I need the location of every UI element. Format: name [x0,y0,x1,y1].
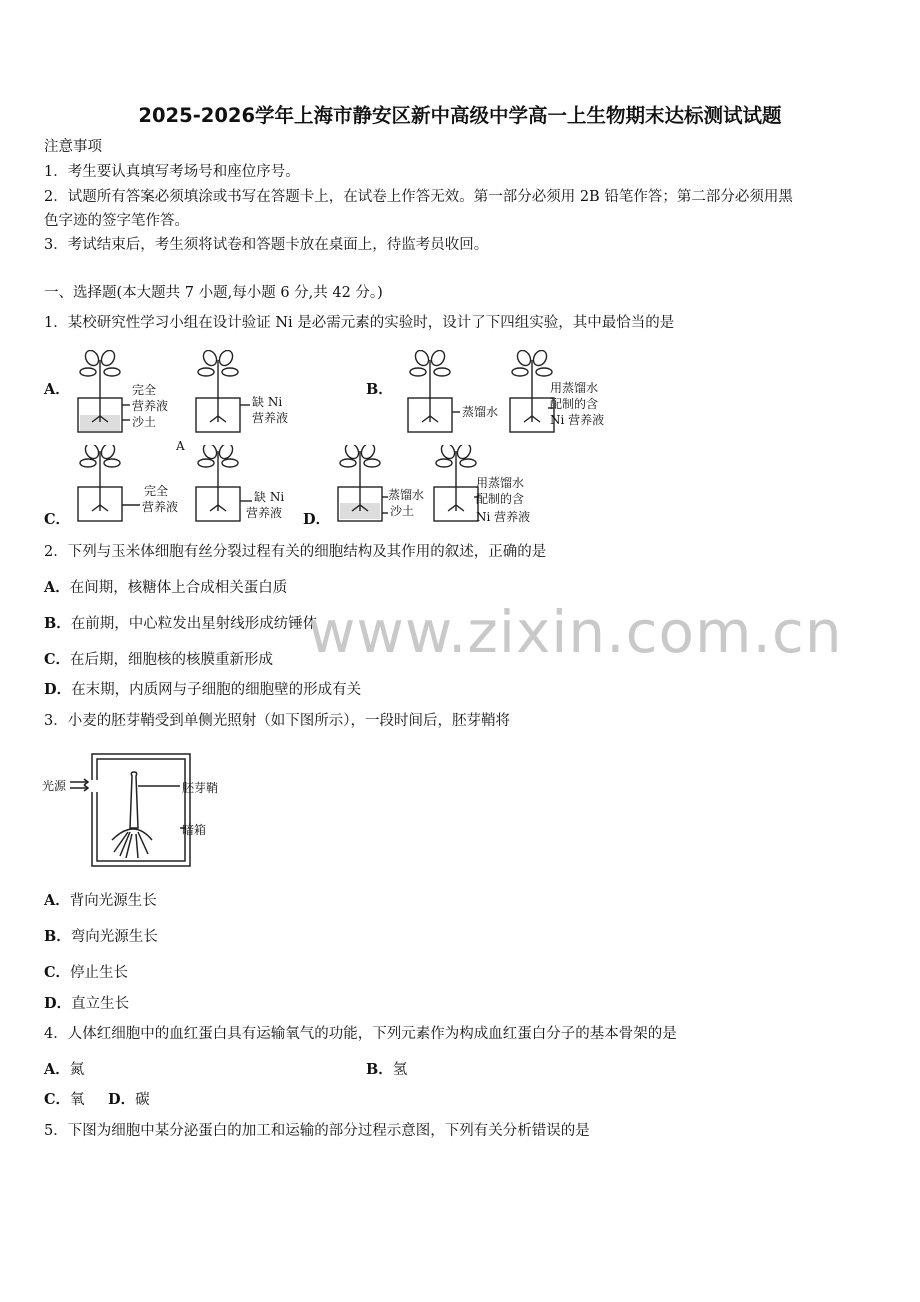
option-label: A． [44,892,70,909]
question-number: 2． [44,544,68,560]
option-a[interactable] [44,891,157,911]
fig-label: Ni 营养液 [476,510,531,524]
option-label: B． [366,1061,393,1078]
option-text: 在末期，内质网与子细胞的细胞壁的形成有关 [71,682,362,698]
fig-label-coleoptile: 胚芽鞘 [182,781,219,795]
fig-label: 配制的含 [476,492,525,506]
option-text: 氢 [392,1062,408,1078]
question-number: 4． [44,1026,68,1042]
page-title: 2025-2026学年上海市静安区新中高级中学高一上生物期末达标测试试题 [138,104,782,127]
fig-label: 沙土 [132,415,157,429]
option-label: A． [44,579,70,596]
option-d[interactable] [44,994,129,1014]
question-stem: 下列与玉米体细胞有丝分裂过程有关的细胞结构及其作用的叙述，正确的是 [67,544,547,560]
question-number: 3． [44,713,68,729]
fig-label: 缺 Ni [252,395,283,409]
option-label: A． [44,1061,70,1078]
fig-label: 营养液 [252,411,289,425]
option-label: C． [44,1091,71,1108]
question-number: 1． [44,315,68,331]
option-text: 在间期，核糖体上合成相关蛋白质 [69,580,288,596]
fig-label: 用蒸馏水 [476,476,525,490]
option-text: 弯向光源生长 [70,929,158,945]
fig-label-light: 光源 [42,779,67,793]
option-label: C． [44,651,71,668]
figure-option-d [330,445,560,530]
option-text: 氮 [69,1062,85,1078]
option-label-b[interactable]: B． [366,381,393,398]
option-text: 背向光源生长 [69,893,157,909]
fig-sublabel: A [176,439,185,453]
option-label: B． [44,615,71,632]
option-b[interactable] [366,1060,407,1080]
question-stem: 人体红细胞中的血红蛋白具有运输氧气的功能，下列元素作为构成血红蛋白分子的基本骨架的是 [67,1026,677,1042]
option-text: 在后期，细胞核的核膜重新形成 [70,652,274,668]
option-text: 碳 [135,1092,150,1108]
option-a[interactable] [44,1060,84,1080]
option-c[interactable] [44,1090,85,1110]
option-label: D． [108,1091,136,1108]
figure-dark-box [40,748,240,873]
option-label: D． [44,995,72,1012]
figure-option-c [70,445,300,525]
notice-heading: 注意事项 [44,139,102,155]
fig-label: 完全 [132,383,157,397]
notice-item: 2．试题所有答案必须填涂或书写在答题卡上，在试卷上作答无效。第一部分必须用 2B 铅笔作答；第二部分必须用黑 [44,189,793,205]
question-stem: 下图为细胞中某分泌蛋白的加工和运输的部分过程示意图，下列有关分析错误的是 [67,1123,590,1139]
option-text: 在前期，中心粒发出星射线形成纺锤体 [70,616,318,632]
question-number: 5． [44,1123,68,1139]
fig-label: 缺 Ni [254,490,285,504]
figure-option-a [70,350,310,455]
question-1 [44,313,674,333]
option-label: B． [44,928,71,945]
fig-label: 蒸馏水 [388,488,425,502]
option-a[interactable] [44,578,287,598]
fig-label: 营养液 [132,399,169,413]
option-d[interactable] [44,680,361,700]
option-text: 氧 [70,1092,85,1108]
option-b[interactable] [44,614,317,634]
option-label-c[interactable]: C． [44,511,71,528]
question-stem: 某校研究性学习小组在设计验证 Ni 是必需元素的实验时，设计了下四组实验，其中最恰当的是 [67,315,675,331]
fig-label: Ni 营养液 [550,413,605,427]
option-text: 直立生长 [71,996,130,1012]
question-stem: 小麦的胚芽鞘受到单侧光照射（如下图所示），一段时间后，胚芽鞘将 [67,713,510,729]
fig-label: 配制的含 [550,397,599,411]
fig-label: 营养液 [142,500,179,514]
option-label: C． [44,964,71,981]
option-d[interactable] [108,1090,150,1110]
watermark: www.zixin.com.cn [308,598,843,666]
option-text: 停止生长 [70,965,129,981]
fig-label: 沙土 [390,504,415,518]
option-label-a[interactable]: A． [44,381,70,398]
fig-label: 蒸馏水 [462,405,499,419]
option-b[interactable] [44,927,158,947]
option-label: D． [44,681,72,698]
question-4 [44,1024,677,1044]
option-c[interactable] [44,650,273,670]
figure-option-b [400,350,630,435]
question-3 [44,711,510,731]
question-5 [44,1121,590,1141]
notice-item: 3．考试结束后，考生须将试卷和答题卡放在桌面上，待监考员收回。 [44,237,489,253]
notice-item: 色字迹的签字笔作答。 [44,213,189,229]
option-label-d[interactable]: D． [303,511,331,528]
fig-label: 用蒸馏水 [550,381,599,395]
fig-label: 完全 [144,484,169,498]
notice-item: 1．考生要认真填写考场号和座位序号。 [44,164,300,180]
option-c[interactable] [44,963,128,983]
fig-label: 营养液 [246,506,283,520]
section-heading: 一、选择题(本大题共 7 小题,每小题 6 分,共 42 分。) [44,285,383,301]
question-2 [44,542,546,562]
fig-label-box: 暗箱 [182,823,207,837]
